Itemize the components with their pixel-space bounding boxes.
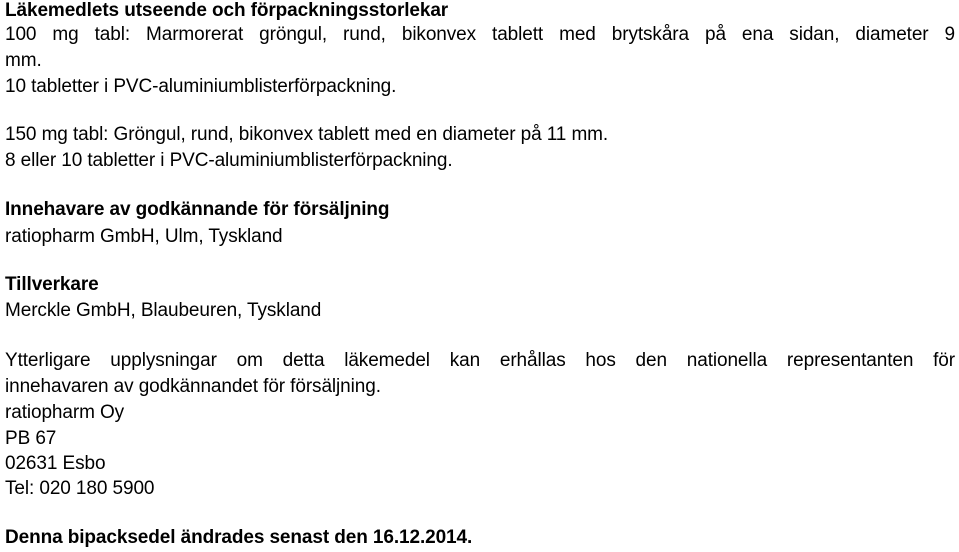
footer-revision-date: Denna bipacksedel ändrades senast den 16.12.2014. [5,527,473,548]
section-heading-appearance: Läkemedlets utseende och förpackningsstorlekar [5,0,449,21]
text-line-holder: ratiopharm GmbH, Ulm, Tyskland [5,226,283,247]
text-line-contact-phone: Tel: 020 180 5900 [5,478,155,499]
text-line-150mg-description: 150 mg tabl: Gröngul, rund, bikonvex tablett med en diameter på 11 mm. [5,124,609,145]
text-line-contact-postal: 02631 Esbo [5,453,106,474]
text-line-contact-name: ratiopharm Oy [5,402,125,423]
section-heading-holder: Innehavare av godkännande för försäljning [5,199,390,220]
text-line-8-or-10-tablets: 8 eller 10 tabletter i PVC-aluminiumblisterförpackning. [5,150,453,171]
text-line-100mg-description: 100 mg tabl: Marmorerat gröngul, rund, bikonvex tablett med brytskåra på ena sidan, diameter 9 [5,24,955,45]
text-line-mm: mm. [5,50,42,71]
text-line-contact-box: PB 67 [5,428,57,449]
text-line-contact-holder: innehavaren av godkännandet för försäljning. [5,376,381,397]
section-heading-manufacturer: Tillverkare [5,274,99,295]
text-line-manufacturer: Merckle GmbH, Blaubeuren, Tyskland [5,300,322,321]
text-line-contact-info: Ytterligare upplysningar om detta läkemedel kan erhållas hos den nationella representanten för [5,350,955,371]
text-line-10-tablets: 10 tabletter i PVC-aluminiumblisterförpackning. [5,76,397,97]
